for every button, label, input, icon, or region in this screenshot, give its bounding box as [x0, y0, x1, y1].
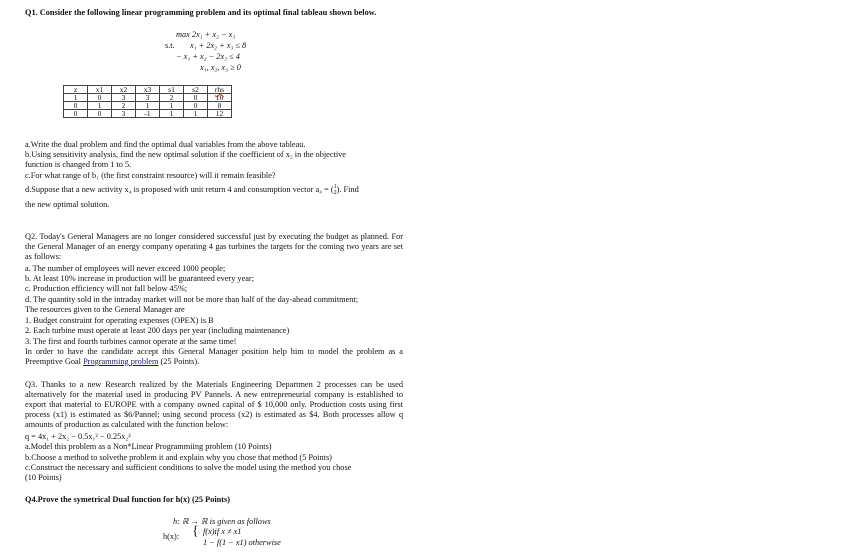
tableau-cell: 8 — [208, 102, 232, 110]
q2-resource-1: 1. Budget constraint for operating expenses (OPEX) is B — [25, 316, 214, 325]
q1-constraint-2: − x₁ + x₂ − 2x₃ ≤ 4 — [176, 52, 240, 61]
q2-target-b: b. At least 10% increase in production will be guaranteed every year; — [25, 274, 255, 283]
tableau-cell: 3 — [136, 94, 160, 102]
q1-st-label: s.t. — [165, 41, 175, 50]
q4-case-1: f(x)if x ≠ x1 — [203, 527, 242, 536]
tableau-cell: 0 — [64, 102, 88, 110]
q1-nonnegativity: x₁, x₂, x₃ ≥ 0 — [200, 63, 241, 72]
tableau-header: x3 — [136, 86, 160, 94]
tableau-cell: 0 — [88, 110, 112, 118]
tableau-header: s1 — [160, 86, 184, 94]
optimal-tableau — [63, 85, 232, 118]
q4-title: Q4.Prove the symetrical Dual function for h(x) (25 Points) — [25, 495, 231, 504]
q4-case-2: 1 − f(1 − x1) otherwise — [203, 538, 281, 547]
q2-closing-text: In order to have the candidate accept this General Manager position help him to model the problem as a Preemptive Goal — [25, 347, 403, 366]
tableau-cell: 1 — [184, 110, 208, 118]
tableau-cell: 1 — [160, 110, 184, 118]
q3-part-a: a.Model this problem as a Non*Linear Programmiing problem (10 Points) — [25, 442, 272, 451]
q2-target-c: c. Production efficiency will not fall below 45%; — [25, 284, 188, 293]
consumption-vector — [334, 184, 337, 196]
q1-part-b-line2: function is changed from 1 to 5. — [25, 160, 132, 169]
q4-h-label: h(x): — [163, 532, 180, 541]
q1-part-d-find: . Find — [339, 184, 359, 194]
tableau-cell: -1 — [136, 110, 160, 118]
q2-resource-2: 2. Each turbine must operate at least 200 days per year (including maintenance) — [25, 326, 290, 335]
tableau-header: rhs — [208, 86, 232, 94]
vector-bottom: 2 — [333, 190, 337, 196]
q1-constraint-1: x₁ + 2x₂ + x₃ ≤ 8 — [190, 41, 247, 50]
programming-problem-link[interactable]: Programming problem — [83, 357, 159, 366]
tableau-cell: 3 — [112, 110, 136, 118]
tableau-cell: 3 — [112, 94, 136, 102]
tableau-cell: 0 — [64, 110, 88, 118]
q3-production-formula: q = 4x₁ + 2x₂ − 0.5x₁² − 0.25x₂² — [25, 432, 131, 441]
q2-intro: Q2. Today's General Managers are no longer considered successful just by executing the budget as planned. For the General Manager of an energy company operating 4 gas turbines the targets for the coming two years are set as follows: — [25, 232, 403, 261]
tableau-cell: 0 — [184, 102, 208, 110]
q1-objective: max 2x₁ + x₂ − x₃ — [176, 30, 236, 39]
tableau-cell: 12 — [208, 110, 232, 118]
tableau-header: z — [64, 86, 88, 94]
tableau-header: x2 — [112, 86, 136, 94]
q3-part-c-line2: (10 Points) — [25, 473, 62, 482]
q4-definition: h: ℝ → ℝ is given as follows — [173, 517, 271, 526]
q3-part-b: b.Choose a method to solvethe problem it and explain why you chose that method (5 Points) — [25, 453, 332, 462]
q2-closing — [25, 347, 403, 367]
tableau-cell: 0 — [88, 94, 112, 102]
q1-part-c: c.For what range of b₁ (the first constraint resource) will it remain feasible? — [25, 171, 276, 180]
q1-part-d-text: d.Suppose that a new activity x₄ is proposed with unit return 4 and consumption vector a₄ = — [25, 184, 329, 194]
q2-resources-heading: The resources given to the General Manager are — [25, 305, 185, 314]
q3-intro: Q3. Thanks to a new Research realized by the Materials Engineering Departmen 2 processes can be used alternatively for the material used in producing PV Pannels. A new entrepreneurial company is established to export that material to EUROPE with a company owned capital of $ 10,000 only. Production costs using first process (x1) is estimated as $6/Pannel; using second process (x2) is estimated as $4. Both processes allow q amounts of production as calculated with the function below: — [25, 380, 403, 429]
tableau-cell: 2 — [112, 102, 136, 110]
vector-top: 1 — [333, 184, 337, 190]
tableau-cell: 2 — [160, 94, 184, 102]
q1-title: Q1. Consider the following linear programming problem and its optimal final tableau shown below. — [25, 8, 377, 17]
q1-part-a: a.Write the dual problem and find the optimal dual variables from the above tableau. — [25, 140, 306, 149]
q1-part-b-line1: b.Using sensitivity analysis, find the new optimal solution if the coefficient of x₂ in the objective — [25, 150, 346, 159]
q2-target-d: d. The quantity sold in the intraday market will not be more than half of the day-ahead commitment; — [25, 295, 359, 304]
tableau-cell: 0 — [184, 94, 208, 102]
tableau-cell: 16 — [208, 94, 232, 102]
piecewise-brace: { — [192, 524, 199, 539]
q1-part-d-line1: d.Suppose that a new activity x₄ is proposed with unit return 4 and consumption vector a₄ = (1 2). Find — [25, 184, 359, 196]
q3-part-c-line1: c.Construct the necessary and sufficient conditions to solve the model using the method you chose — [25, 463, 352, 472]
tableau-header: s2 — [184, 86, 208, 94]
tableau-cell: 1 — [64, 94, 88, 102]
tableau-cell: 1 — [136, 102, 160, 110]
tableau-row — [64, 110, 232, 118]
q2-closing-points: (25 Points). — [158, 357, 200, 366]
document-page — [0, 0, 413, 560]
tableau-cell: 1 — [160, 102, 184, 110]
tableau-header: x1 — [88, 86, 112, 94]
tableau-cell: 1 — [88, 102, 112, 110]
q1-part-d-line2: the new optimal solution. — [25, 200, 110, 209]
q2-target-a: a. The number of employees will never exceed 1000 people; — [25, 264, 226, 273]
q2-resource-3: 3. The first and fourth turbines cannot operate at the same time! — [25, 337, 237, 346]
blank-area — [413, 0, 854, 560]
